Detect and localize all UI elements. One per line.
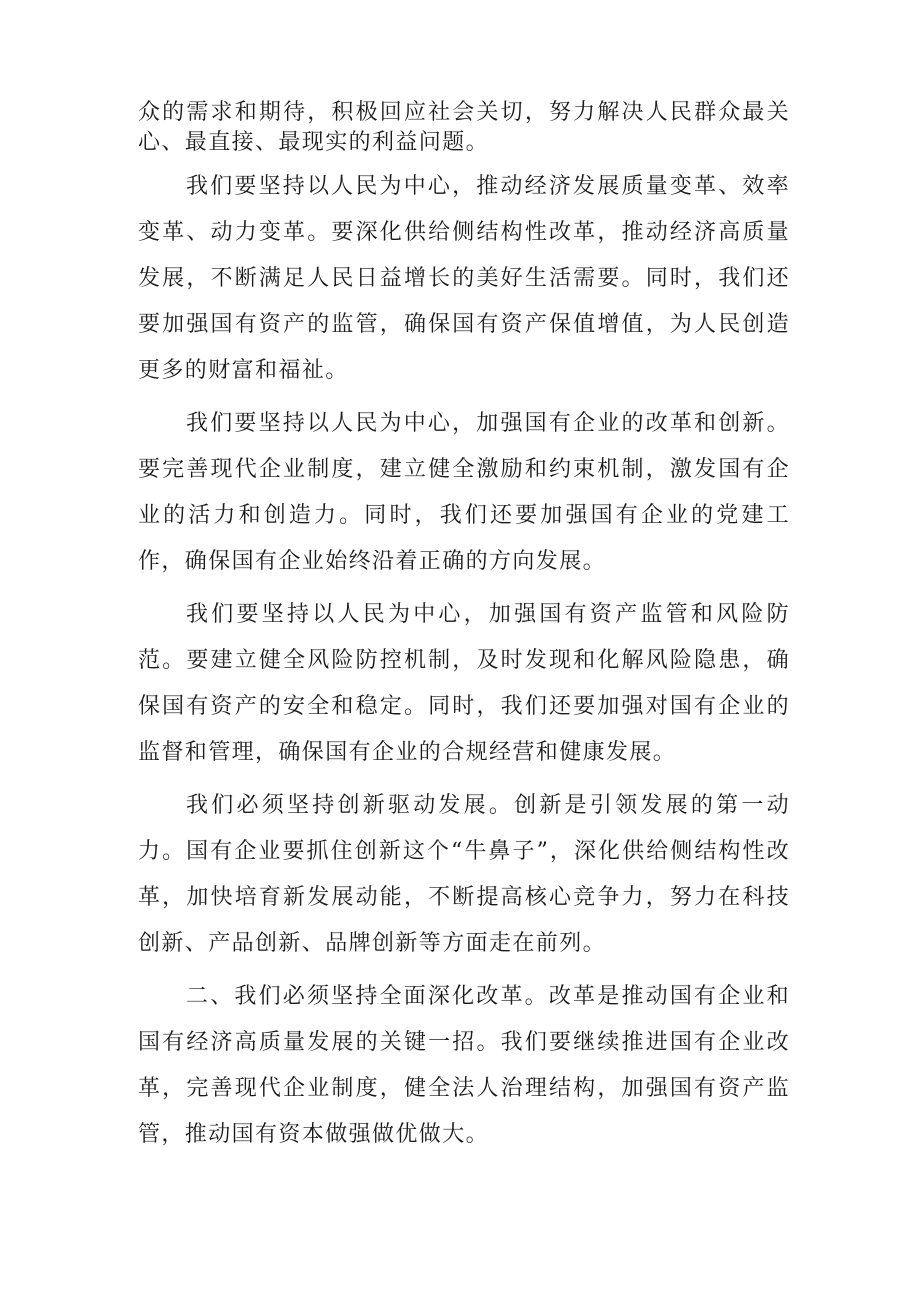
- document-body: [138, 98, 790, 1165]
- paragraph-section-two: 二、我们必须坚持全面深化改革。改革是推动国有企业和国有经济高质量发展的关键一招。我们要继续推进国有企业改革，完善现代企业制度，健全法人治理结构，加强国有资产监管，推动国有资本做强做优做大。: [138, 984, 790, 1147]
- paragraph: 我们必须坚持创新驱动发展。创新是引领发展的第一动力。国有企业要抓住创新这个“牛鼻子”，深化供给侧结构性改革，加快培育新发展动能，不断提高核心竞争力，努力在科技创新、产品创新、品牌创新等方面走在前列。: [138, 793, 790, 956]
- paragraph: 我们要坚持以人民为中心，推动经济发展质量变革、效率变革、动力变革。要深化供给侧结构性改革，推动经济高质量发展，不断满足人民日益增长的美好生活需要。同时，我们还要加强国有资产的监管，确保国有资产保值增值，为人民创造更多的财富和福祉。: [138, 174, 790, 383]
- paragraph: 我们要坚持以人民为中心，加强国有企业的改革和创新。要完善现代企业制度，建立健全激励和约束机制，激发国有企业的活力和创造力。同时，我们还要加强国有企业的党建工作，确保国有企业始终沿着正确的方向发展。: [138, 411, 790, 574]
- paragraph: 我们要坚持以人民为中心，加强国有资产监管和风险防范。要建立健全风险防控机制，及时发现和化解风险隐患，确保国有资产的安全和稳定。同时，我们还要加强对国有企业的监督和管理，确保国有企业的合规经营和健康发展。: [138, 602, 790, 765]
- paragraph-continued: 众的需求和期待，积极回应社会关切，努力解决人民群众最关心、最直接、最现实的利益问题。: [138, 100, 790, 155]
